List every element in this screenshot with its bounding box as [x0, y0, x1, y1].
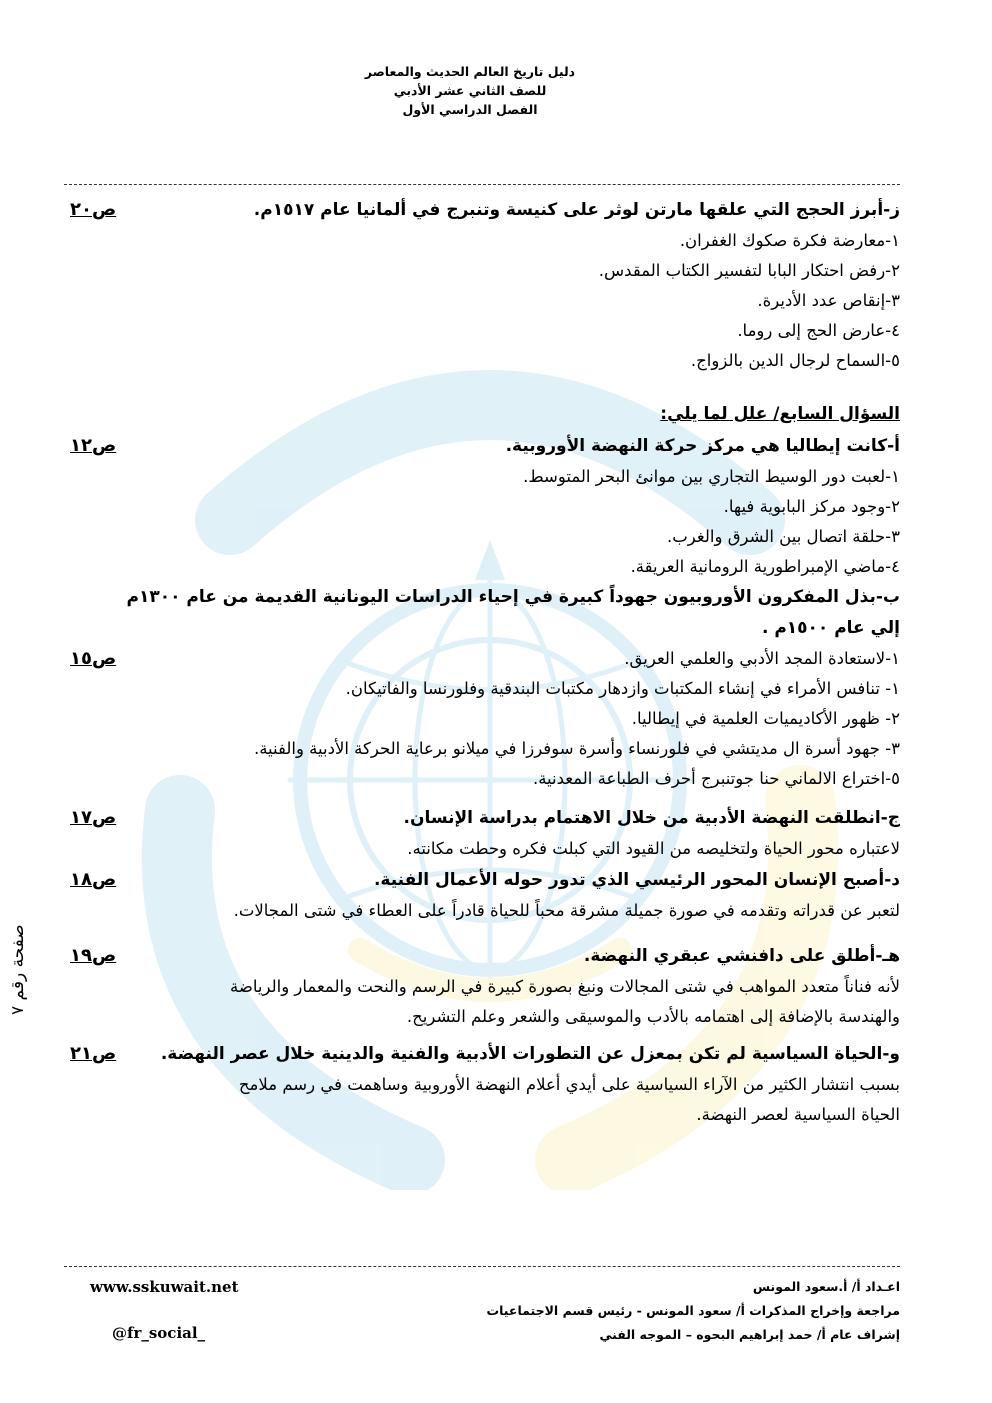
- page-ref: ص٢١: [70, 1043, 117, 1064]
- list-item: ١- تنافس الأمراء في إنشاء المكتبات وازدهار مكتبات البندقية وفلورنسا والفاتيكان.: [345, 679, 900, 698]
- page-ref: ص١٩: [70, 945, 117, 966]
- page-ref: ص١٢: [70, 435, 117, 456]
- answer-h-line2: والهندسة بالإضافة إلى اهتمامه بالأدب والموسيقى والشعر وعلم التشريح.: [406, 1007, 900, 1026]
- list-item: [60, 644, 900, 674]
- list-item: ٢-رفض احتكار البابا لتفسير الكتاب المقدس.: [598, 261, 900, 280]
- list-item: ٣-حلقة اتصال بين الشرق والغرب.: [667, 527, 900, 546]
- header-title: دليل تاريخ العالم الحديث والمعاصر: [364, 64, 576, 79]
- footer-supervision: إشراف عام أ/ حمد إبراهيم البحوه – الموجه الفني: [599, 1327, 900, 1342]
- top-divider: [64, 184, 900, 185]
- list-item: ٤-ماضي الإمبراطورية الرومانية العريقة.: [630, 557, 900, 576]
- answer-c: لاعتباره محور الحياة ولتخليصه من القيود التي كبلت فكره وحطت مكانته.: [407, 839, 900, 858]
- list-item: ٣-إنقاص عدد الأديرة.: [757, 291, 900, 310]
- question-d: [60, 864, 900, 896]
- question-h: [60, 940, 900, 972]
- answer-h-line1: لأنه فناناً متعدد المواهب في شتى المجالات ونبغ بصورة كبيرة في الرسم والنحت والمعمار والرياضة: [230, 977, 900, 996]
- question-a: [60, 430, 900, 462]
- website-link[interactable]: www.sskuwait.net: [90, 1278, 239, 1296]
- list-item: ٥-السماح لرجال الدين بالزواج.: [690, 351, 900, 370]
- question-b-line2: إلي عام ١٥٠٠م .: [761, 618, 900, 638]
- document-header: [300, 62, 640, 119]
- question-c-text: ج-انطلقت النهضة الأدبية من خلال الاهتمام بدراسة الإنسان.: [403, 808, 900, 828]
- main-content: [60, 194, 900, 1130]
- question-z-text: ز-أبرز الحجج التي علقها مارتن لوثر على كنيسة وتنبرج في ألمانيا عام ١٥١٧م.: [253, 200, 900, 220]
- question-w-text: و-الحياة السياسية لم تكن بمعزل عن التطورات الأدبية والفنية والدينية خلال عصر النهضة.: [160, 1044, 900, 1064]
- question-a-text: أ-كانت إيطاليا هي مركز حركة النهضة الأوروبية.: [505, 436, 900, 456]
- page-ref: ص١٨: [70, 869, 117, 890]
- list-item-text: ١-لاستعادة المجد الأدبي والعلمي العريق.: [624, 649, 900, 668]
- page-ref: ص١٧: [70, 807, 117, 828]
- footer-prepared-by: اعـداد أ/ أ.سعود المونس: [752, 1279, 900, 1294]
- question-b: [60, 582, 900, 644]
- bottom-divider: [64, 1266, 900, 1267]
- list-item: ٣- جهود أسرة ال مديتشي في فلورنساء وأسرة سوفرزا في ميلانو برعاية الحركة الأدبية والفنية.: [253, 739, 900, 758]
- footer-review: مراجعة وإخراج المذكرات أ/ سعود المونس - رئيس قسم الاجتماعيات: [486, 1303, 900, 1318]
- question-d-text: د-أصبح الإنسان المحور الرئيسي الذي تدور حوله الأعمال الفنية.: [373, 870, 900, 890]
- list-item: ٤-عارض الحج إلى روما.: [737, 321, 900, 340]
- question-z: [60, 194, 900, 226]
- answer-w-line1: بسبب انتشار الكثير من الآراء السياسية على أيدي أعلام النهضة الأوروبية وساهمت في رسم ملامح: [238, 1075, 900, 1094]
- question-c: [60, 802, 900, 834]
- list-item: ٢-وجود مركز البابوية فيها.: [723, 497, 900, 516]
- question-b-line1: ب-بذل المفكرون الأوروبيون جهوداً كبيرة في إحياء الدراسات اليونانية القديمة من عام ١٣٠٠م: [126, 587, 900, 607]
- side-page-number-text: صفحة رقم ٧: [8, 924, 28, 1015]
- social-handle[interactable]: @fr_social_: [112, 1324, 206, 1342]
- list-item: ٥-اختراع الالماني حنا جوتنبرج أحرف الطباعة المعدنية.: [532, 769, 900, 788]
- answer-d: لتعبر عن قدراته وتقدمه في صورة جميلة مشرقة محباً للحياة قادراً على العطاء في شتى المجالات.: [233, 901, 900, 920]
- list-item: ١-معارضة فكرة صكوك الغفران.: [679, 231, 900, 250]
- question-7-title-text: السؤال السابع/ علل لما يلي:: [660, 404, 900, 424]
- question-h-text: هـ-أطلق على دافنشي عبقري النهضة.: [583, 946, 900, 966]
- question-7-title: [60, 398, 900, 430]
- list-item: ١-لعبت دور الوسيط التجاري بين موانئ البحر المتوسط.: [523, 467, 900, 486]
- list-item: ٢- ظهور الأكاديميات العلمية في إيطاليا.: [631, 709, 900, 728]
- header-semester: الفصل الدراسي الأول: [402, 102, 538, 117]
- header-grade: للصف الثاني عشر الأدبي: [393, 83, 547, 98]
- question-w: [60, 1038, 900, 1070]
- side-page-number: [8, 924, 48, 1095]
- answer-w-line2: الحياة السياسية لعصر النهضة.: [696, 1105, 900, 1124]
- page-ref: ص٢٠: [70, 199, 117, 220]
- page-ref: ص١٥: [70, 648, 117, 669]
